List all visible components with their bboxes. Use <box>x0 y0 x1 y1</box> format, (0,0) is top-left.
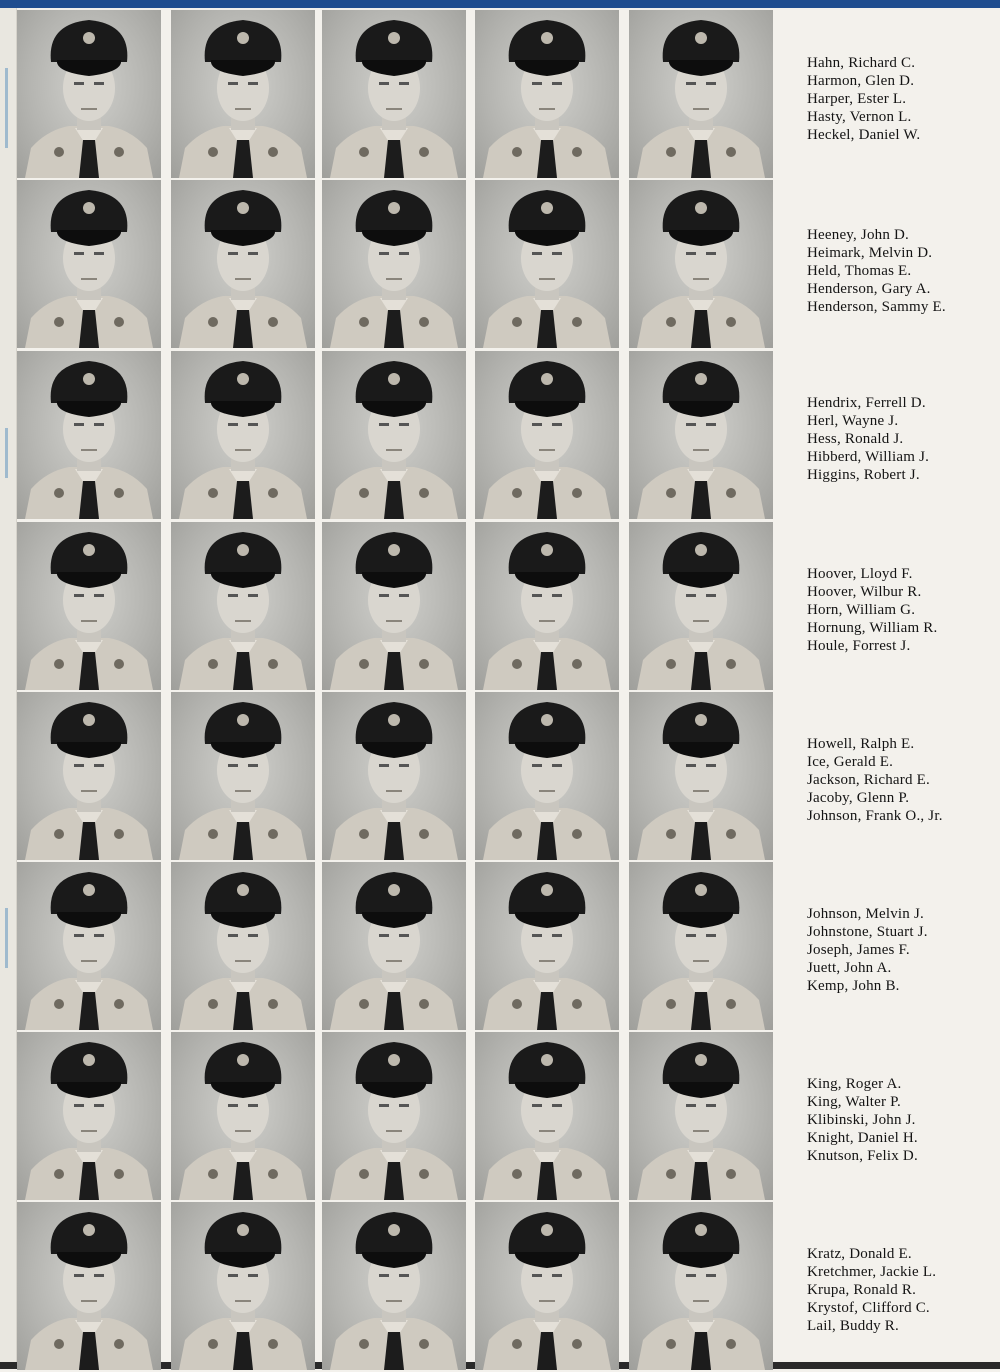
spine-mark <box>5 68 8 148</box>
name-entry: Joseph, James F. <box>807 942 910 958</box>
name-entry: Harper, Ester L. <box>807 91 907 107</box>
portrait-photo <box>629 351 773 519</box>
name-entry: Horn, William G. <box>807 602 916 618</box>
name-entry: Johnson, Melvin J. <box>807 906 924 922</box>
name-entry: Heimark, Melvin D. <box>807 245 933 261</box>
portrait-photo <box>17 522 161 690</box>
portrait-photo <box>322 351 466 519</box>
portrait-photo <box>629 1202 773 1370</box>
name-entry: Johnson, Frank O., Jr. <box>807 808 943 824</box>
name-entry: Hornung, William R. <box>807 620 938 636</box>
portrait-row <box>16 180 1000 350</box>
spine-mark <box>5 908 8 968</box>
portrait-photo <box>171 180 315 348</box>
portrait-photo <box>475 180 619 348</box>
portrait-row <box>16 692 1000 862</box>
name-entry: Jacoby, Glenn P. <box>807 790 910 806</box>
portrait-photo <box>629 862 773 1030</box>
name-entry: Herl, Wayne J. <box>807 413 899 429</box>
name-entry: Juett, John A. <box>807 960 892 976</box>
portrait-photo <box>629 692 773 860</box>
name-entry: Hendrix, Ferrell D. <box>807 395 926 411</box>
name-entry: King, Roger A. <box>807 1076 902 1092</box>
portrait-photo <box>171 1202 315 1370</box>
name-entry: King, Walter P. <box>807 1094 902 1110</box>
name-entry: Heeney, John D. <box>807 227 910 243</box>
name-entry: Henderson, Sammy E. <box>807 299 946 315</box>
name-entry: Held, Thomas E. <box>807 263 912 279</box>
portrait-row <box>16 1032 1000 1202</box>
portrait-photo <box>171 522 315 690</box>
portrait-row <box>16 862 1000 1032</box>
name-entry: Knight, Daniel H. <box>807 1130 918 1146</box>
portrait-photo <box>629 1032 773 1200</box>
name-entry: Johnstone, Stuart J. <box>807 924 928 940</box>
spine-mark <box>5 428 8 478</box>
portrait-photo <box>322 180 466 348</box>
name-list <box>807 54 997 144</box>
name-entry: Harmon, Glen D. <box>807 73 915 89</box>
name-entry: Hibberd, William J. <box>807 449 930 465</box>
portrait-photo <box>629 10 773 178</box>
name-entry: Lail, Buddy R. <box>807 1318 899 1334</box>
name-entry: Hoover, Lloyd F. <box>807 566 913 582</box>
portrait-row <box>16 1202 1000 1372</box>
name-entry: Kretchmer, Jackie L. <box>807 1264 937 1280</box>
name-list <box>807 565 997 655</box>
name-entry: Hoover, Wilbur R. <box>807 584 922 600</box>
name-list <box>807 226 997 316</box>
name-entry: Ice, Gerald E. <box>807 754 894 770</box>
portrait-photo <box>171 1032 315 1200</box>
portrait-photo <box>629 522 773 690</box>
portrait-photo <box>475 692 619 860</box>
portrait-photo <box>171 351 315 519</box>
portrait-photo <box>171 10 315 178</box>
name-list <box>807 1245 997 1335</box>
portrait-photo <box>17 862 161 1030</box>
name-entry: Kratz, Donald E. <box>807 1246 912 1262</box>
name-entry: Heckel, Daniel W. <box>807 127 921 143</box>
page-spine <box>0 8 17 1362</box>
portrait-row <box>16 522 1000 692</box>
portrait-photo <box>322 1032 466 1200</box>
name-entry: Kemp, John B. <box>807 978 900 994</box>
name-entry: Klibinski, John J. <box>807 1112 916 1128</box>
name-entry: Hess, Ronald J. <box>807 431 904 447</box>
name-list <box>807 905 997 995</box>
portrait-photo <box>475 1032 619 1200</box>
portrait-row <box>16 351 1000 521</box>
portrait-photo <box>475 522 619 690</box>
portrait-row <box>16 10 1000 180</box>
portrait-photo <box>17 692 161 860</box>
portrait-photo <box>322 1202 466 1370</box>
name-entry: Higgins, Robert J. <box>807 467 920 483</box>
portrait-photo <box>475 862 619 1030</box>
portrait-photo <box>475 1202 619 1370</box>
name-entry: Krystof, Clifford C. <box>807 1300 930 1316</box>
portrait-photo <box>475 351 619 519</box>
name-list <box>807 1075 997 1165</box>
portrait-photo <box>322 522 466 690</box>
portrait-photo <box>629 180 773 348</box>
portrait-photo <box>322 692 466 860</box>
portrait-photo <box>171 862 315 1030</box>
portrait-photo <box>475 10 619 178</box>
portrait-photo <box>17 180 161 348</box>
name-entry: Krupa, Ronald R. <box>807 1282 917 1298</box>
portrait-photo <box>171 692 315 860</box>
portrait-photo <box>17 351 161 519</box>
portrait-photo <box>17 1202 161 1370</box>
name-list <box>807 394 997 484</box>
name-entry: Henderson, Gary A. <box>807 281 931 297</box>
name-entry: Jackson, Richard E. <box>807 772 930 788</box>
portrait-photo <box>322 10 466 178</box>
name-entry: Howell, Ralph E. <box>807 736 915 752</box>
name-entry: Knutson, Felix D. <box>807 1148 918 1164</box>
name-entry: Hahn, Richard C. <box>807 55 916 71</box>
top-color-band <box>0 0 1000 8</box>
name-entry: Houle, Forrest J. <box>807 638 911 654</box>
name-entry: Hasty, Vernon L. <box>807 109 912 125</box>
portrait-photo <box>322 862 466 1030</box>
portrait-photo <box>17 10 161 178</box>
name-list <box>807 735 997 825</box>
portrait-photo <box>17 1032 161 1200</box>
